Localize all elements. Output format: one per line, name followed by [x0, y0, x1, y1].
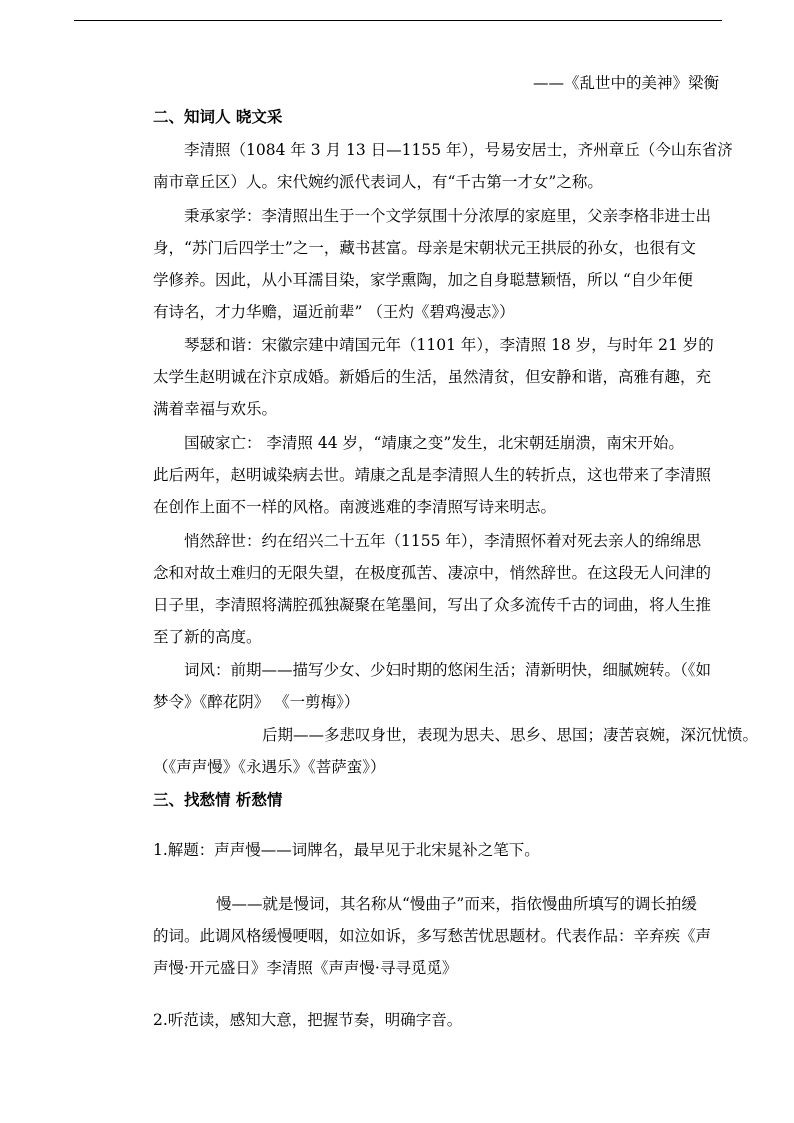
family-line-1: 秉承家学：李清照出生于一个文学氛围十分浓厚的家庭里，父亲李格非进士出	[184, 207, 712, 225]
item-1-title: 1.解题：声声慢——词牌名，最早见于北宋晁补之笔下。	[153, 841, 540, 859]
man-line-2: 的词。此调风格缓慢哽咽，如泣如诉，多写愁苦忧思题材。代表作品：辛弃疾《声	[153, 927, 712, 945]
style-line-4: （《声声慢》《永遇乐》《菩萨蛮》）	[153, 758, 386, 776]
marriage-line-1: 琴瑟和谐：宋徽宗建中靖国元年（1101 年），李清照 18 岁，与时年 21 岁的	[184, 336, 714, 354]
death-line-1: 悄然辞世：约在绍兴二十五年（1155 年），李清照怀着对死去亲人的绵绵思	[184, 532, 702, 550]
man-line-1: 慢——就是慢词，其名称从“慢曲子”而来，指依慢曲所填写的调长拍缓	[216, 895, 697, 913]
death-line-4: 至了新的高度。	[153, 628, 262, 646]
style-line-3: 后期——多悲叹身世，表现为思夫、思乡、思国；凄苦哀婉，深沉忧愤。	[262, 726, 759, 744]
marriage-line-3: 满着幸福与欢乐。	[153, 400, 278, 418]
item-2-title: 2.听范读，感知大意，把握节奏，明确字音。	[153, 1011, 463, 1029]
section-heading-2: 二、知词人 晓文采	[153, 108, 283, 126]
ruin-line-3: 在创作上面不一样的风格。南渡逃难的李清照写诗来明志。	[153, 498, 557, 516]
ruin-line-2: 此后两年，赵明诚染病去世。靖康之乱是李清照人生的转折点，这也带来了李清照	[153, 466, 712, 484]
style-line-2: 梦令》《醉花阴》 《一剪梅》）	[153, 693, 360, 711]
man-line-3: 声慢·开元盛日》李清照《声声慢·寻寻觅觅》	[153, 959, 458, 977]
intro-line-2: 南市章丘区）人。宋代婉约派代表词人，有“千古第一才女”之称。	[153, 173, 603, 191]
intro-line-1: 李清照（1084 年 3 月 13 日—1155 年），号易安居士，齐州章丘（今山东省济	[184, 141, 733, 159]
death-line-3: 日子里，李清照将满腔孤独凝聚在笔墨间，写出了众多流传千古的词曲，将人生推	[153, 596, 712, 614]
death-line-2: 念和对故土难归的无限失望，在极度孤苦、凄凉中，悄然辞世。在这段无人问津的	[153, 564, 712, 582]
style-line-1: 词风：前期——描写少女、少妇时期的悠闲生活；清新明快，细腻婉转。（《如	[184, 661, 712, 679]
family-line-2: 身，“苏门后四学士”之一，藏书甚富。母亲是宋朝状元王拱辰的孙女，也很有文	[153, 239, 696, 257]
section-heading-3: 三、找愁情 析愁情	[153, 791, 283, 809]
marriage-line-2: 太学生赵明诚在汴京成婚。新婚后的生活，虽然清贫，但安静和谐，高雅有趣，充	[153, 368, 712, 386]
header-rule	[74, 20, 722, 21]
ruin-line-1: 国破家亡： 李清照 44 岁，“靖康之变”发生，北宋朝廷崩溃，南宋开始。	[184, 434, 684, 452]
family-line-4: 有诗名，才力华赡，逼近前辈” （王灼《碧鸡漫志》）	[153, 303, 515, 321]
quote-attribution: ——《乱世中的美神》梁衡	[533, 74, 720, 92]
family-line-3: 学修养。因此，从小耳濡目染，家学熏陶，加之自身聪慧颖悟，所以 “自少年便	[153, 271, 693, 289]
